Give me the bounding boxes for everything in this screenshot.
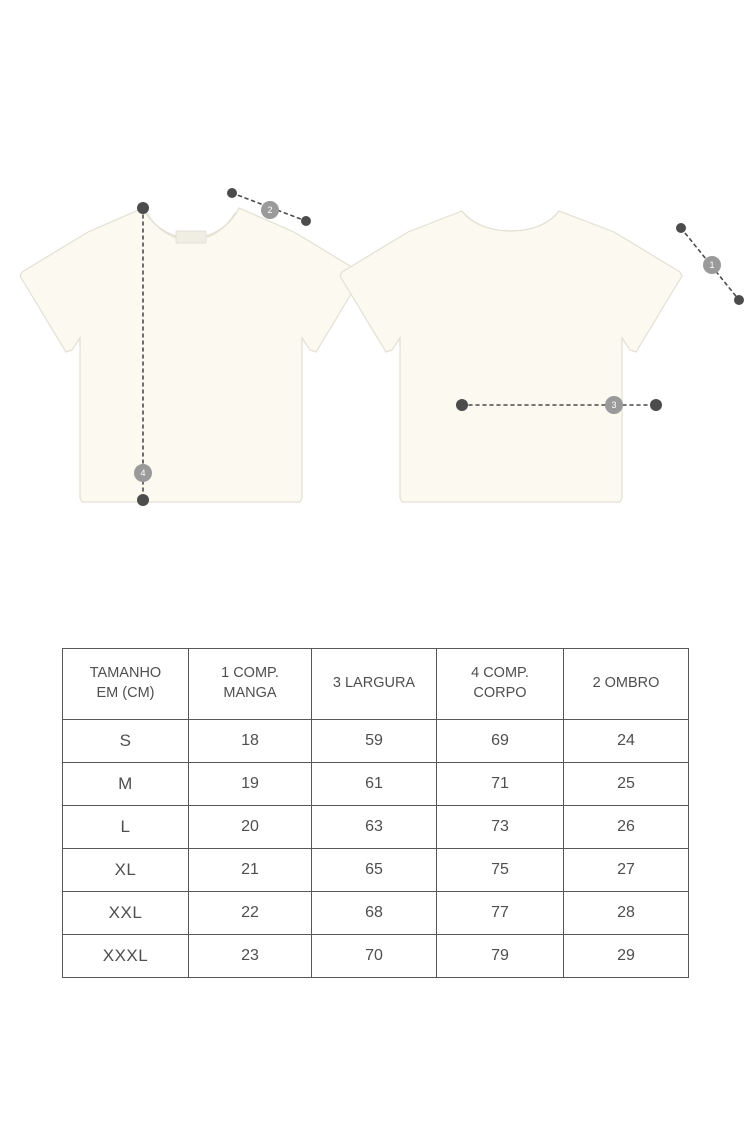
cell-comp-corpo: 79	[437, 935, 564, 978]
back-tshirt-illustration	[340, 211, 682, 502]
cell-comp-manga: 21	[189, 849, 312, 892]
cell-comp-manga: 23	[189, 935, 312, 978]
header-comp-corpo	[437, 649, 564, 720]
cell-comp-corpo: 71	[437, 763, 564, 806]
cell-ombro: 25	[564, 763, 689, 806]
header-comp-corpo-line1: 4 COMP.	[471, 665, 529, 682]
cell-size: M	[63, 763, 189, 806]
size-table-container	[62, 648, 688, 978]
header-largura	[312, 649, 437, 720]
cell-size: XL	[63, 849, 189, 892]
size-chart-table	[62, 648, 689, 978]
marker-4-label: 4	[140, 468, 146, 478]
cell-size: XXL	[63, 892, 189, 935]
table-row	[63, 720, 689, 763]
cell-ombro: 27	[564, 849, 689, 892]
cell-comp-corpo: 77	[437, 892, 564, 935]
table-row	[63, 763, 689, 806]
marker-3	[605, 396, 623, 414]
cell-size: L	[63, 806, 189, 849]
header-comp-corpo-line2: CORPO	[473, 685, 527, 701]
header-comp-manga-line2: MANGA	[223, 685, 277, 701]
marker-2	[261, 201, 279, 219]
table-row	[63, 849, 689, 892]
cell-comp-corpo: 69	[437, 720, 564, 763]
back-sleeve-measure-1	[676, 223, 744, 305]
table-row	[63, 806, 689, 849]
header-comp-manga	[189, 649, 312, 720]
cell-comp-manga: 18	[189, 720, 312, 763]
header-comp-manga-line1: 1 COMP.	[221, 665, 279, 682]
cell-ombro: 26	[564, 806, 689, 849]
cell-largura: 61	[312, 763, 437, 806]
cell-comp-manga: 20	[189, 806, 312, 849]
table-row	[63, 935, 689, 978]
header-largura-line1: 3 LARGURA	[332, 675, 416, 692]
header-tamanho-line2: EM (CM)	[96, 685, 155, 701]
cell-ombro: 28	[564, 892, 689, 935]
cell-ombro: 29	[564, 935, 689, 978]
cell-comp-manga: 19	[189, 763, 312, 806]
header-tamanho	[63, 649, 189, 720]
cell-size: S	[63, 720, 189, 763]
table-row	[63, 892, 689, 935]
cell-comp-corpo: 75	[437, 849, 564, 892]
cell-comp-manga: 22	[189, 892, 312, 935]
marker-1	[703, 256, 721, 274]
front-tshirt-illustration	[20, 208, 362, 502]
cell-size: XXXL	[63, 935, 189, 978]
cell-largura: 59	[312, 720, 437, 763]
marker-1-label: 1	[709, 260, 715, 270]
marker-2-label: 2	[267, 205, 273, 215]
cell-comp-corpo: 73	[437, 806, 564, 849]
header-tamanho-line1: TAMANHO	[89, 665, 162, 682]
marker-3-label: 3	[611, 400, 617, 410]
table-header-row	[63, 649, 689, 720]
cell-ombro: 24	[564, 720, 689, 763]
marker-4	[134, 464, 152, 482]
cell-largura: 68	[312, 892, 437, 935]
header-ombro-line1: 2 OMBRO	[592, 675, 660, 692]
header-ombro	[564, 649, 689, 720]
cell-largura: 65	[312, 849, 437, 892]
cell-largura: 63	[312, 806, 437, 849]
cell-largura: 70	[312, 935, 437, 978]
